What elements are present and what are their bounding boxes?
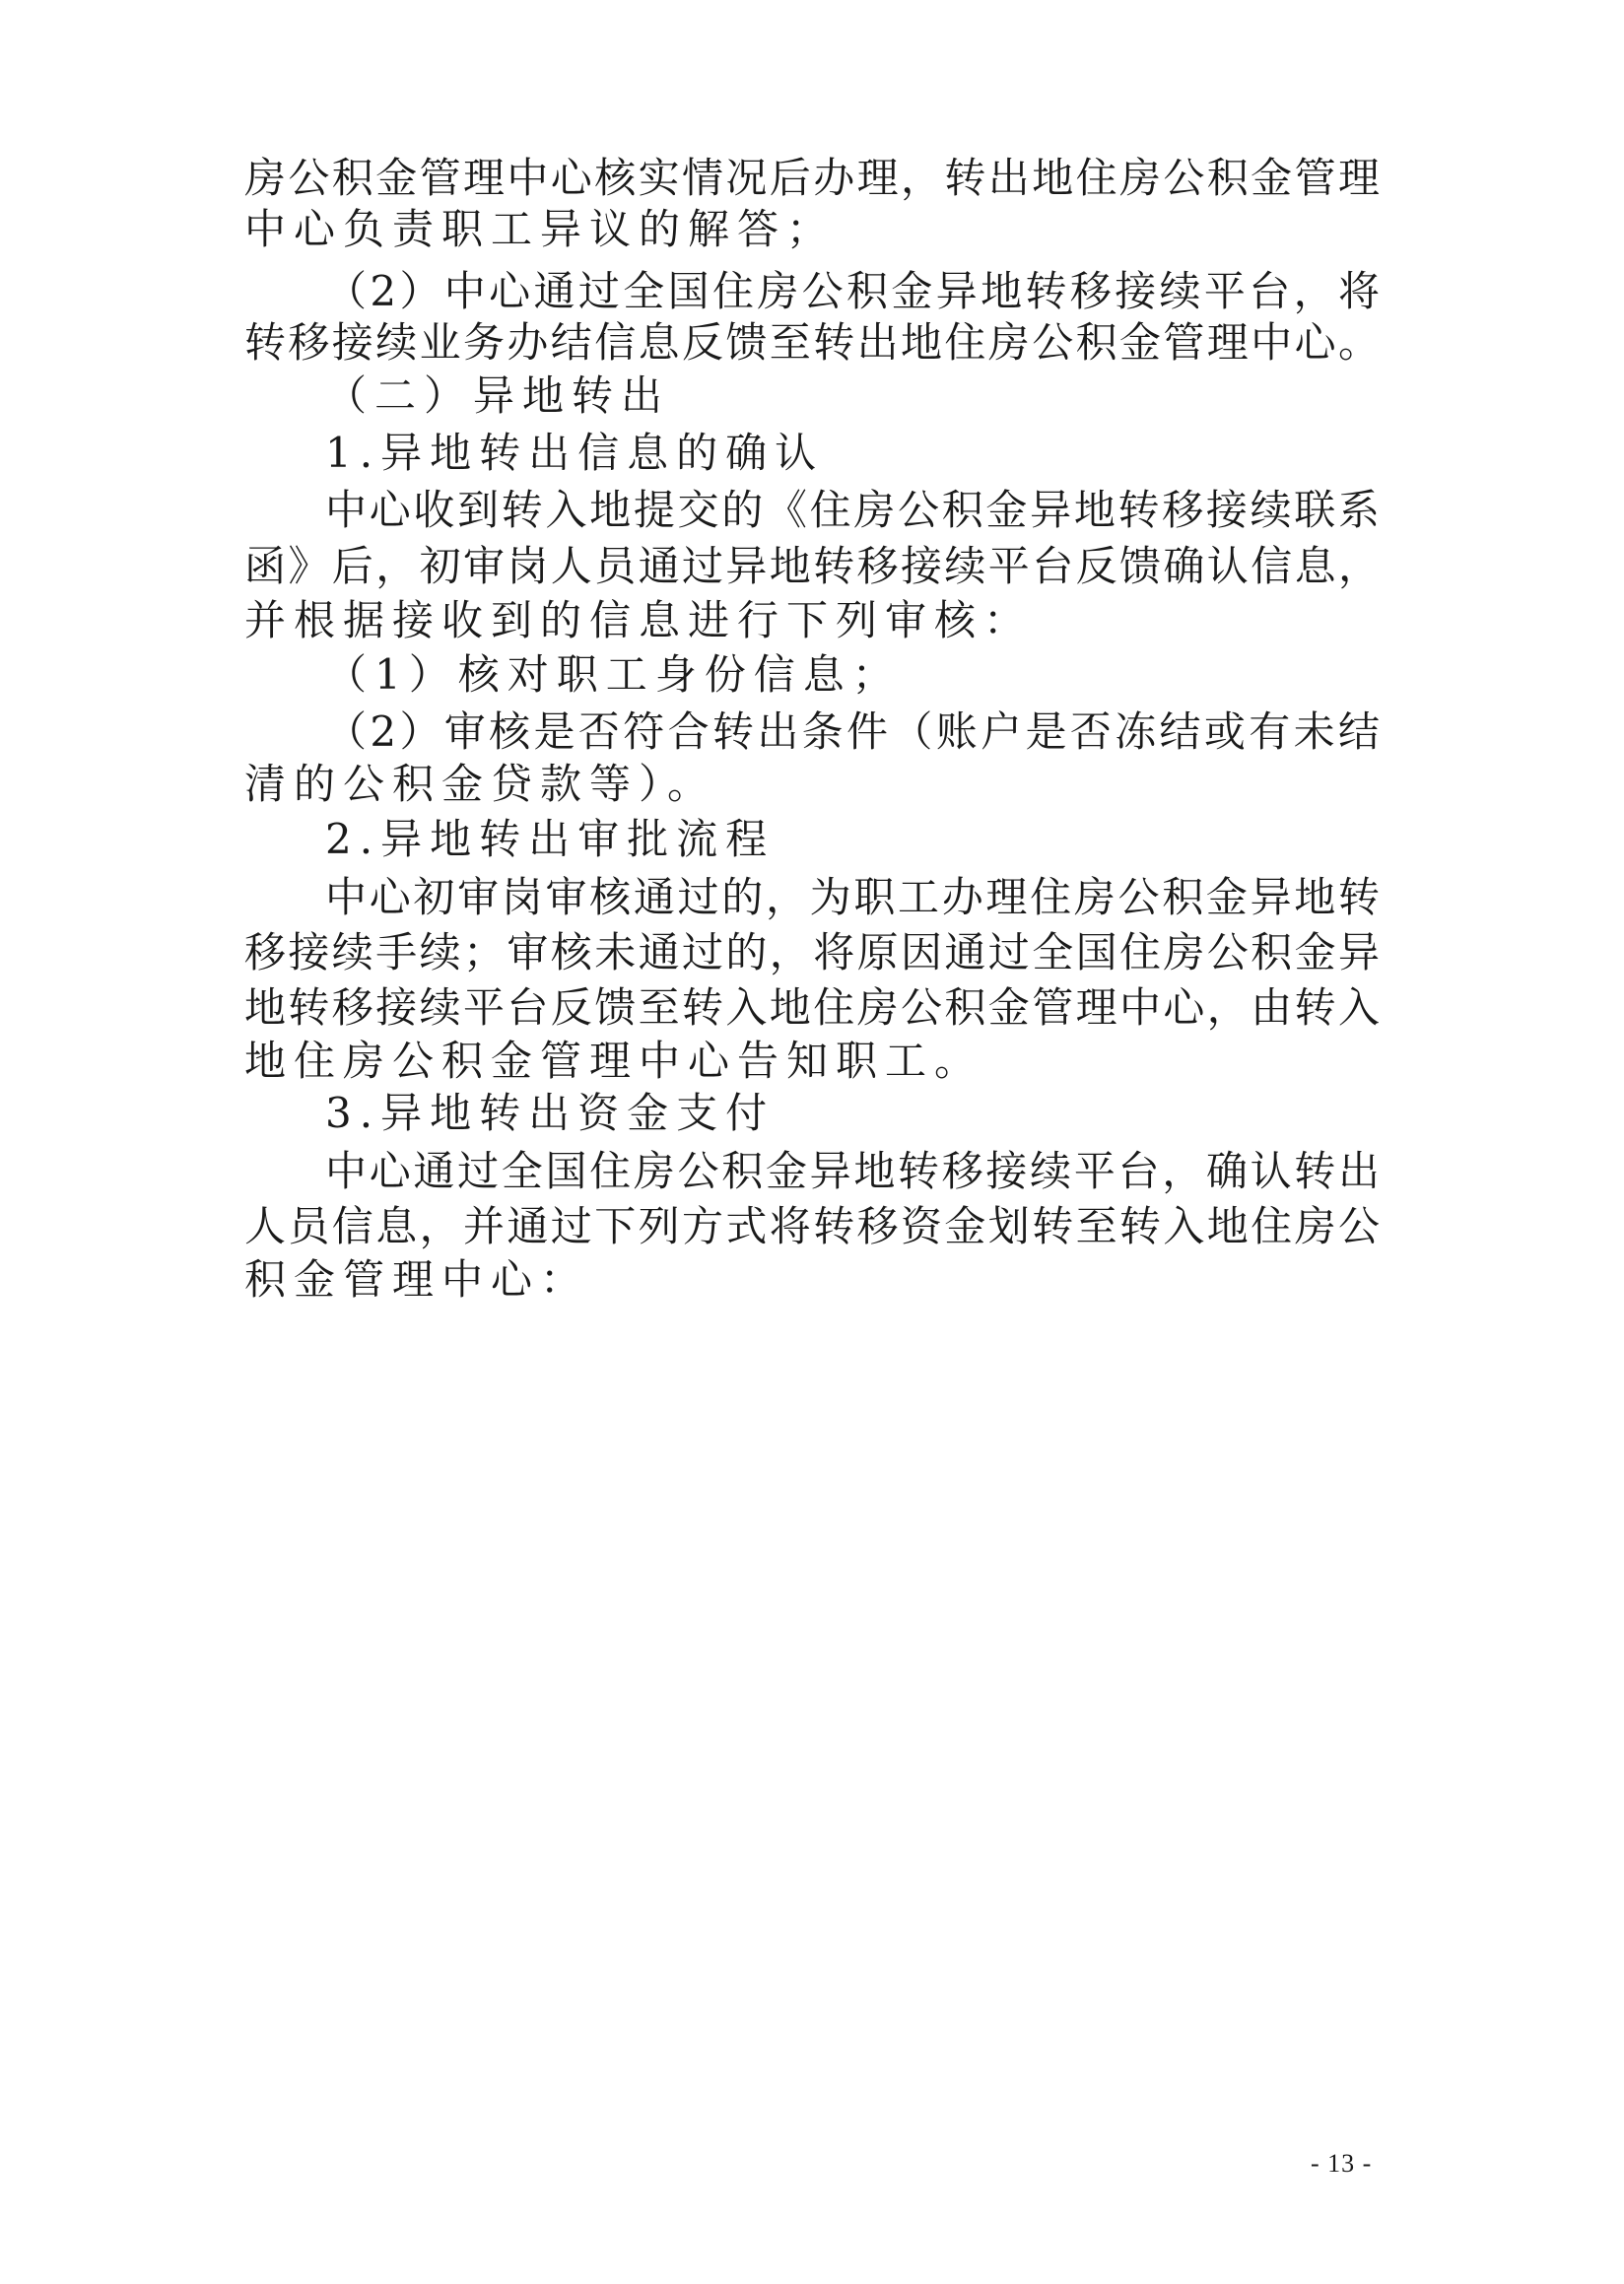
body-text-line: 移接续手续；审核未通过的，将原因通过全国住房公积金异 — [244, 928, 1380, 976]
page-number: - 13 - — [1311, 2149, 1373, 2178]
list-item: （1）核对职工身份信息； — [325, 650, 902, 699]
body-text-line: 积金管理中心： — [244, 1255, 590, 1304]
body-text-line: 中心通过全国住房公积金异地转移接续平台，确认转出 — [325, 1147, 1380, 1195]
body-text-line: 地住房公积金管理中心告知职工。 — [244, 1037, 984, 1085]
body-text-line: 清的公积金贷款等）。 — [244, 760, 717, 808]
body-text-line: （2）中心通过全国住房公积金异地转移接续平台，将 — [325, 267, 1380, 315]
body-text-line: 中心初审岗审核通过的，为职工办理住房公积金异地转 — [325, 873, 1380, 921]
body-text-line: 房公积金管理中心核实情况后办理，转出地住房公积金管理 — [244, 154, 1380, 202]
body-text-line: 中心负责职工异议的解答； — [244, 205, 837, 253]
body-text-line: 转移接续业务办结信息反馈至转出地住房公积金管理中心。 — [244, 318, 1380, 367]
body-text-line: 并根据接收到的信息进行下列审核： — [244, 596, 1034, 644]
body-text-line: 中心收到转入地提交的《住房公积金异地转移接续联系 — [325, 486, 1380, 534]
body-text-line: 函》后，初审岗人员通过异地转移接续平台反馈确认信息， — [244, 542, 1380, 590]
subsection-heading: 1.异地转出信息的确认 — [325, 429, 825, 477]
body-text-line: 人员信息，并通过下列方式将转移资金划转至转入地住房公 — [244, 1202, 1380, 1250]
subsection-heading: 3.异地转出资金支付 — [325, 1089, 776, 1137]
subsection-heading: 2.异地转出审批流程 — [325, 815, 776, 863]
section-heading: （二）异地转出 — [325, 371, 671, 420]
list-item: （2）审核是否符合转出条件（账户是否冻结或有未结 — [325, 707, 1380, 756]
body-text-line: 地转移接续平台反馈至转入地住房公积金管理中心，由转入 — [244, 983, 1380, 1032]
